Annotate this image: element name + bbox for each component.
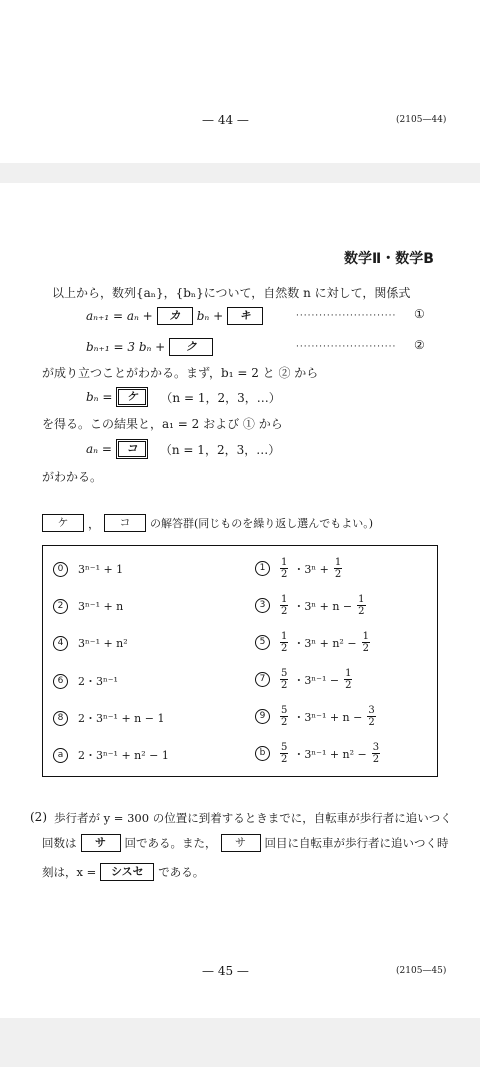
answer-box-ka[interactable]: カ [157,307,193,325]
denominator: 2 [368,717,375,728]
answer-box-ke[interactable] [116,387,148,407]
q2-text: である。 [158,865,205,879]
denominator: 2 [362,643,369,654]
choice-expr: 2・3ⁿ⁻¹ + n − 1 [78,712,165,725]
equation-1 [86,307,263,325]
denominator: 2 [281,717,288,728]
choice-mark: 9 [255,709,270,724]
equation-4 [86,439,280,459]
choice-mark: 8 [53,711,68,726]
ref-box-sa: サ [221,834,261,852]
answer-box-sa[interactable]: サ [81,834,121,852]
group-box-ko: コ [104,514,146,532]
denominator: 2 [281,680,288,691]
intro-text: 以上から，数列{aₙ}，{bₙ}について，自然数 n に対して，関係式 [52,286,411,300]
q2-text: 回目に自転車が歩行者に追いつく時 [264,836,449,850]
page-number: — 45 — [202,964,249,978]
numerator: 3 [372,742,380,753]
numerator: 5 [281,668,288,679]
eq1-mid: bₙ + [196,309,224,323]
equation-3 [86,387,281,407]
denominator: 2 [281,754,288,765]
eq1-tag: ① [414,307,425,321]
q2-text: 回である。また， [124,836,217,850]
denominator: 2 [372,754,380,765]
fraction [334,557,342,580]
choice-8[interactable] [53,710,164,726]
choice-b[interactable] [255,742,381,765]
numerator: 1 [362,631,369,642]
text-line-c: がわかる。 [42,470,103,484]
fraction [372,742,380,765]
choice-mark: 7 [255,672,270,687]
numerator: 1 [358,594,365,605]
choice-1[interactable] [255,557,343,580]
numerator: 1 [281,594,288,605]
choice-mark: 4 [53,636,68,651]
choice-mark: 6 [53,674,68,689]
numerator: 1 [281,557,288,568]
eq2-tag: ② [414,338,425,352]
eq3-range: （n = 1，2，3，…） [160,390,281,405]
denominator: 2 [281,569,288,580]
numerator: 5 [281,742,288,753]
choice-expr: 2・3ⁿ⁻¹ [78,675,118,688]
text-line-b: を得る。この結果と，a₁ = 2 および ① から [42,417,283,431]
group-comma: ， [88,516,101,531]
fraction [280,742,288,765]
choice-5[interactable] [255,631,371,654]
choice-7[interactable] [255,668,353,691]
group-label-text: の解答群(同じものを繰り返し選んでもよい。) [150,517,374,530]
choice-2[interactable] [53,599,123,614]
answer-box-shisuse[interactable]: シスセ [100,863,154,881]
fraction [344,668,352,691]
answer-box-ko-label: コ [118,441,146,457]
fraction [367,705,375,728]
choice-expr: ・3ⁿ + [293,562,329,576]
choice-6[interactable] [53,673,118,689]
page-code: (2105—44) [396,115,447,125]
choices-frame [42,545,438,777]
denominator: 2 [281,643,288,654]
choice-mark: 1 [255,561,270,576]
choice-expr: 3ⁿ⁻¹ + 1 [78,563,124,576]
q2-text: 回数は [42,836,77,850]
choice-mark: 0 [53,562,68,577]
choice-expr: 2・3ⁿ⁻¹ + n² − 1 [78,749,169,762]
numerator: 1 [345,668,352,679]
fraction [280,668,288,691]
answer-group-label [42,514,373,532]
leader-dots: ·························· [296,311,397,321]
choice-expr: 3ⁿ⁻¹ + n² [78,637,128,650]
choice-3[interactable] [255,594,367,617]
choice-expr: ・3ⁿ + n² − [293,636,357,650]
numerator: 1 [281,631,288,642]
choice-0[interactable] [53,562,123,577]
choice-expr: ・3ⁿ⁻¹ − [293,673,340,687]
fraction [280,631,288,654]
numerator: 5 [281,705,288,716]
numerator: 3 [368,705,375,716]
eq1-lhs: aₙ₊₁ = aₙ + [86,309,153,323]
leader-dots: ·························· [296,342,397,352]
previous-page [0,0,480,163]
denominator: 2 [281,606,288,617]
group-box-ke: ケ [42,514,84,532]
choice-4[interactable] [53,636,128,651]
answer-box-ko[interactable] [116,439,148,459]
fraction [280,557,288,580]
eq4-range: （n = 1，2，3，…） [159,442,281,457]
fraction [357,594,365,617]
choice-mark: a [53,748,68,763]
q2-line-3 [42,863,204,881]
choice-expr: 3ⁿ⁻¹ + n [78,600,124,613]
eq3-lhs: bₙ = [86,390,113,404]
choice-mark: 3 [255,598,270,613]
current-page [0,183,480,1018]
answer-box-ke-label: ケ [118,389,146,405]
choice-mark: 2 [53,599,68,614]
q2-line-1: 歩行者が y = 300 の位置に到着するときまでに，自転車が歩行者に追いつく [54,811,452,825]
choice-a[interactable] [53,747,169,763]
page-code: (2105—45) [396,966,447,976]
eq4-lhs: aₙ = [86,442,112,456]
choice-expr: ・3ⁿ⁻¹ + n − [293,710,363,724]
fraction [280,594,288,617]
choice-mark: b [255,746,270,761]
page-number: — 44 — [202,113,249,127]
answer-box-ki[interactable]: キ [227,307,263,325]
choice-expr: ・3ⁿ + n − [293,599,353,613]
numerator: 1 [334,557,342,568]
denominator: 2 [358,606,365,617]
text-line-a: が成り立つことがわかる。まず，b₁ = 2 と ② から [42,366,319,380]
fraction [362,631,370,654]
choice-expr: ・3ⁿ⁻¹ + n² − [293,747,367,761]
denominator: 2 [334,569,342,580]
choice-mark: 5 [255,635,270,650]
eq2-lhs: bₙ₊₁ = 3 bₙ + [86,340,166,354]
equation-2 [86,338,213,356]
q2-text: 刻は，x = [42,865,97,879]
section-title: 数学Ⅱ・数学B [344,251,434,267]
fraction [280,705,288,728]
answer-box-ku[interactable]: ク [169,338,213,356]
question-number: (2) [30,810,47,824]
choice-9[interactable] [255,705,377,728]
denominator: 2 [345,680,352,691]
q2-line-2 [42,834,449,852]
